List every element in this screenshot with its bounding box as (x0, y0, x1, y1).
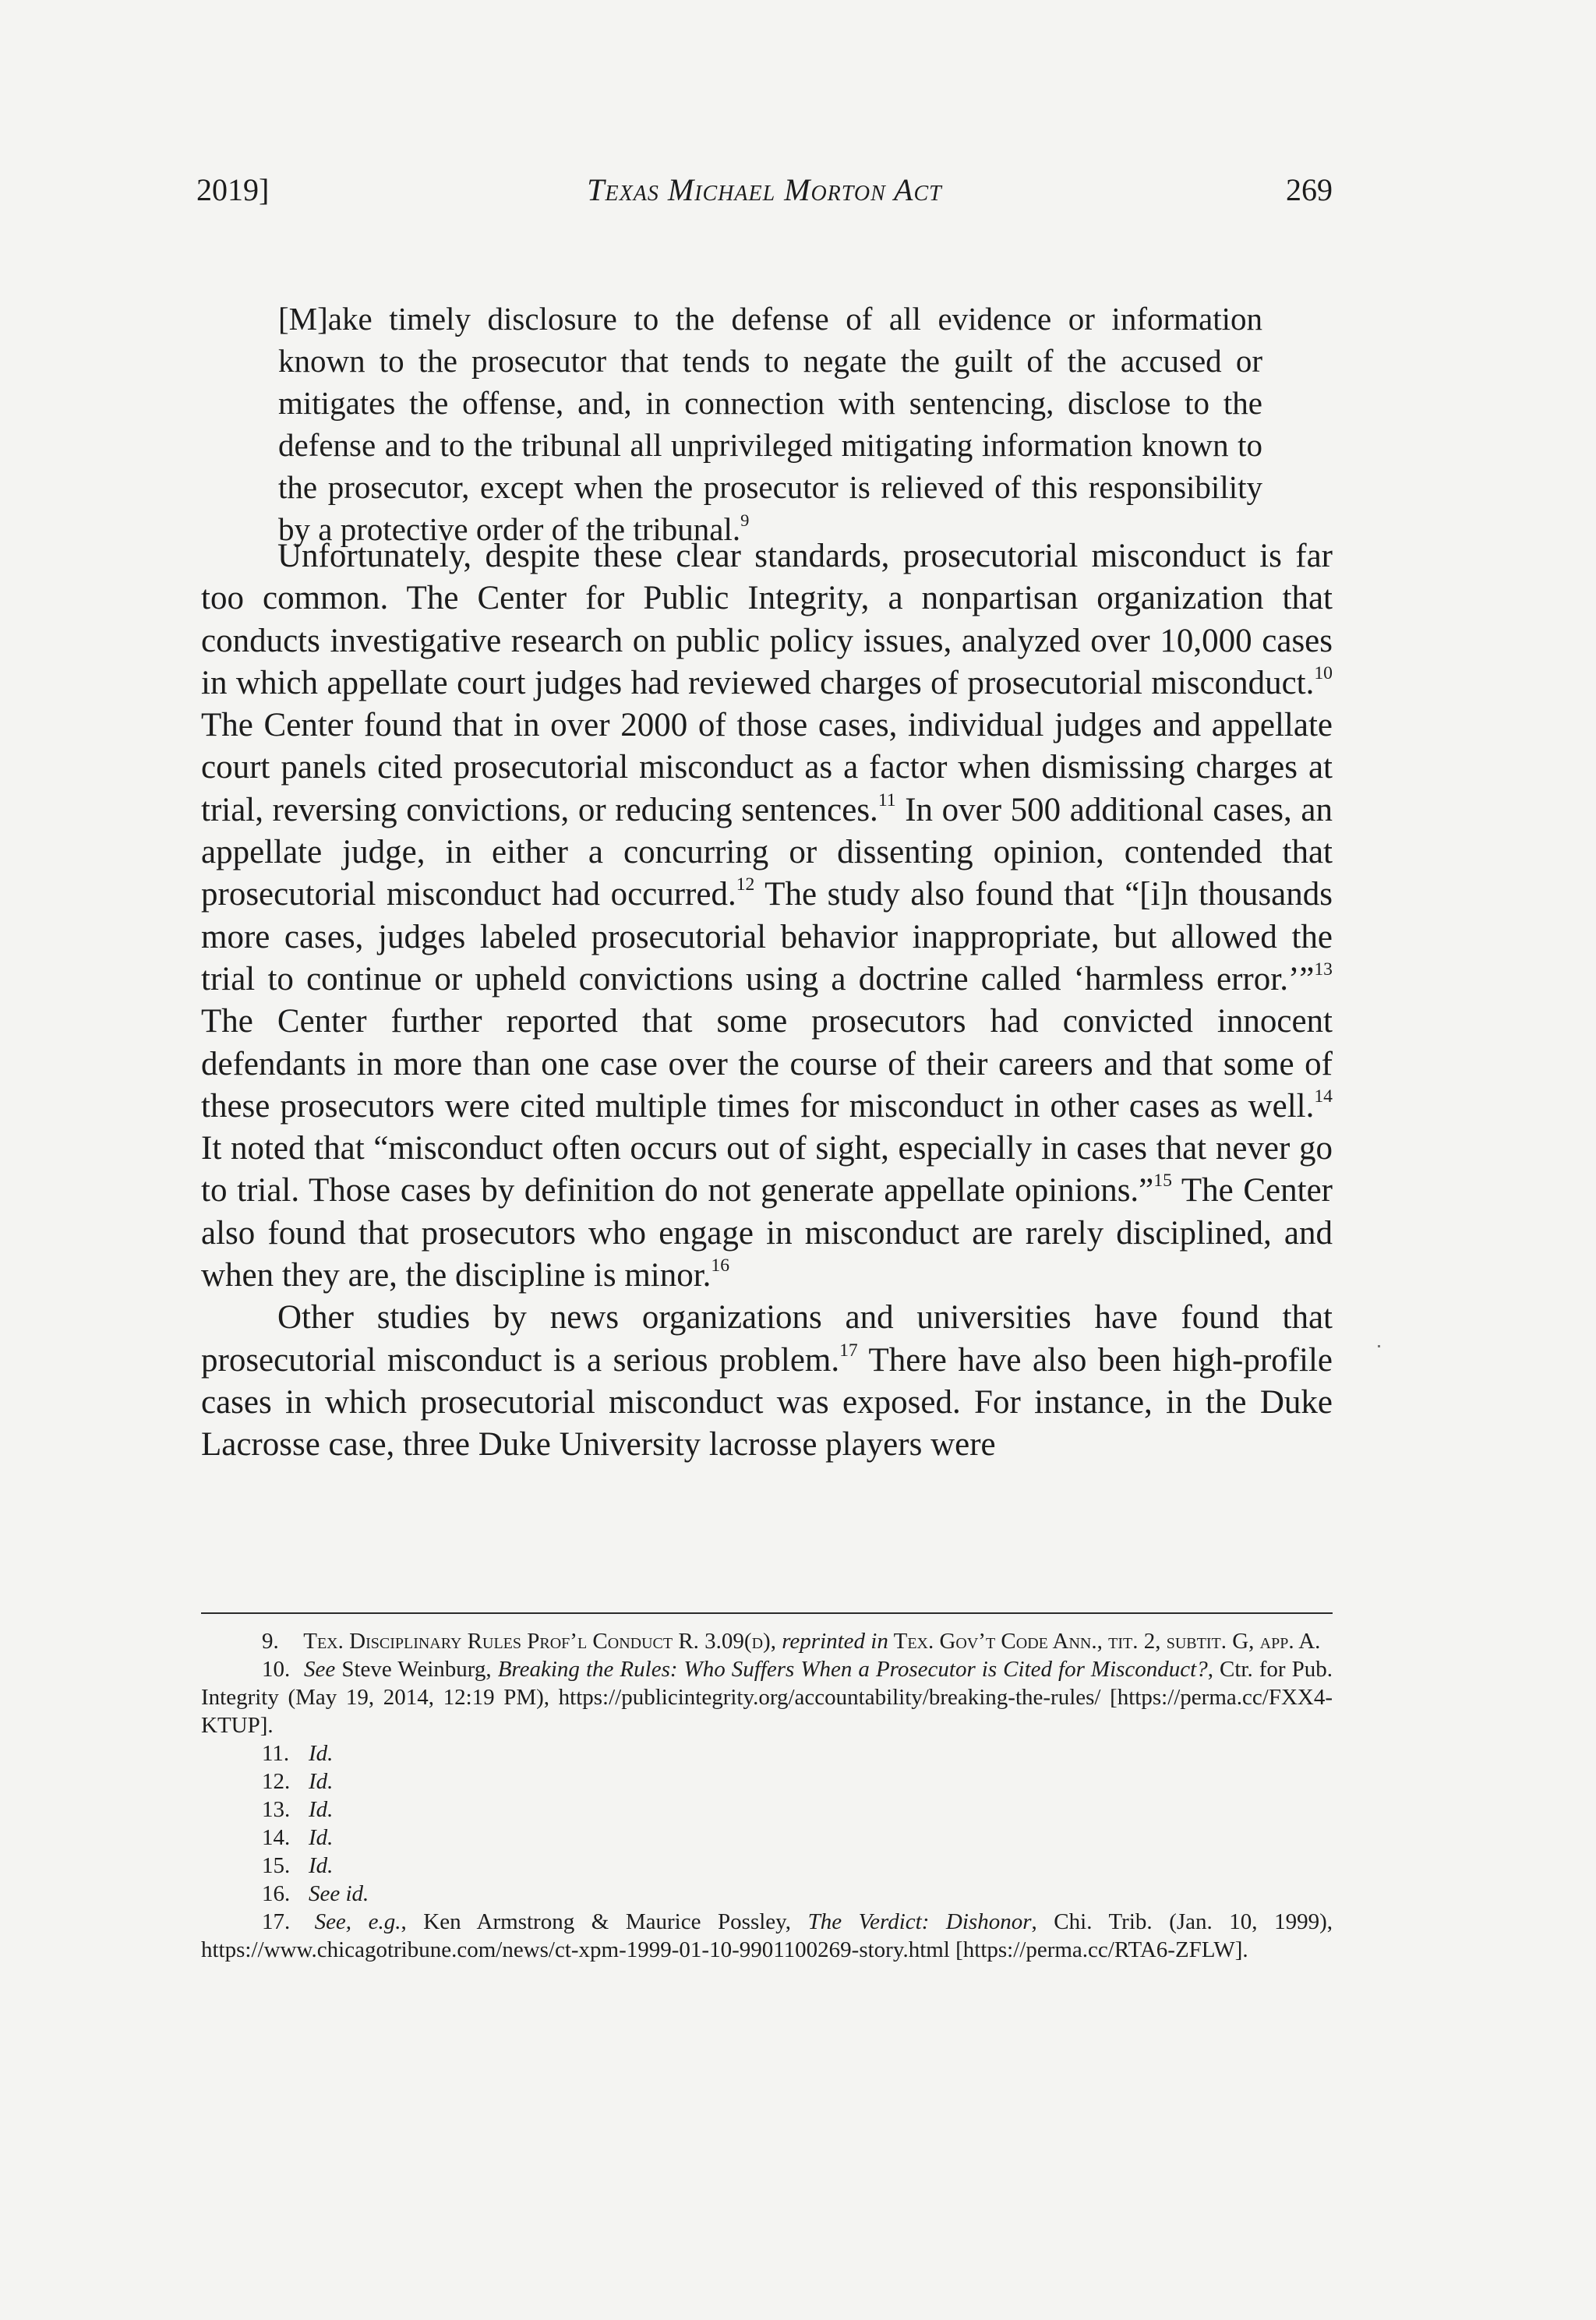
sentence: The Center also found that prosecutors who engage in misconduct are rarely disciplined, and when they are, the discipline is minor. (201, 1172, 1333, 1294)
footnote-text: , Ken Armstrong & Maurice Possley, (401, 1909, 808, 1934)
footnote-text[interactable]: , Ctr. for Pub. Integrity (May 19, 2014, 12:19 PM), https://publicintegrity.org/accountability/breaking-the-rules/ [https://perma.cc/FXX4-KTUP]. (201, 1657, 1333, 1738)
footnote-ref-14[interactable]: 14 (1314, 1086, 1333, 1107)
footnote-text: Id. (309, 1797, 334, 1822)
footnote-ref-10[interactable]: 10 (1314, 662, 1333, 683)
footnote-number: 13. (262, 1797, 291, 1822)
sentence: There have also been high-profile cases in which prosecutorial misconduct was exposed. For instance, in the Duke Lacrosse case, three Duke University lacrosse players were (201, 1341, 1333, 1464)
footnote-text: Id. (309, 1825, 334, 1850)
sentence: Unfortunately, despite these clear standards, prosecutorial misconduct is far too common. The Center for Public Integrity, a nonpartisan organization that conducts investigative research on public policy issues, analyzed over 10,000 cases in which appellate court judges had reviewed charges of prosecutorial misconduct. (201, 538, 1333, 701)
footnote-number: 12. (262, 1769, 291, 1794)
sentence: The Center found that in over 2000 of those cases, individual judges and appellate court panels cited prosecutorial misconduct as a factor when dismissing charges at trial, reversing convictions, or reducing sentences. (201, 707, 1333, 828)
footnote-9 (201, 1627, 1333, 1655)
page-number: 269 (1286, 172, 1333, 207)
footnote-divider (201, 1612, 1333, 1614)
footnote-13 (201, 1796, 1333, 1824)
scan-speck (1378, 1345, 1380, 1347)
footnote-text: Tex. Gov’t Code Ann., tit. 2, subtit. G, app. A. (888, 1629, 1321, 1654)
footnote-ref-11[interactable]: 11 (877, 789, 896, 810)
footnote-number: 17. (262, 1909, 291, 1934)
footnote-ref-9[interactable]: 9 (740, 510, 750, 530)
footnote-ref-15[interactable]: 15 (1153, 1171, 1172, 1192)
footnote-text: The Verdict: Dishonor (807, 1909, 1032, 1934)
footnote-text: Breaking the Rules: Who Suffers When a Prosecutor is Cited for Misconduct? (497, 1657, 1208, 1682)
footnote-text: Steve Weinburg, (335, 1657, 498, 1682)
footnote-11 (201, 1739, 1333, 1767)
footnote-text: Id. (309, 1769, 334, 1794)
body-text (201, 535, 1333, 1467)
footnote-number: 14. (262, 1825, 291, 1850)
footnote-ref-13[interactable]: 13 (1314, 959, 1333, 980)
footnote-text: reprinted in (782, 1629, 888, 1654)
sentence: The Center further reported that some prosecutors had convicted innocent defendants in more than one case over the course of their careers and that some of these prosecutors were cited multiple times for misconduct in other cases as well. (201, 1003, 1333, 1125)
footnote-16 (201, 1880, 1333, 1908)
header-title: Texas Michael Morton Act (587, 172, 942, 207)
footnote-10 (201, 1655, 1333, 1739)
sentence: The study also found that “[i]n thousands more cases, judges labeled prosecutorial behavior inappropriate, but allowed the trial to continue or upheld convictions using a doctrine called ‘harmless error.’” (201, 876, 1333, 998)
footnote-text: See (304, 1657, 336, 1682)
footnote-text[interactable]: , Chi. Trib. (Jan. 10, 1999), https://www.chicagotribune.com/news/ct-xpm-1999-01-10-9901100269-story.html [https://perma.cc/RTA6-ZFLW]. (201, 1909, 1333, 1962)
footnote-text: Id. (309, 1853, 334, 1878)
sentence: Other studies by news organizations and universities have found that prosecutorial misconduct is a serious problem. (201, 1299, 1333, 1379)
paragraph-1 (201, 535, 1333, 1297)
footnote-number: 11. (262, 1741, 290, 1766)
footnote-15 (201, 1852, 1333, 1880)
footnote-ref-17[interactable]: 17 (839, 1340, 858, 1361)
footnote-number: 15. (262, 1853, 291, 1878)
footnote-14 (201, 1824, 1333, 1852)
running-header (196, 171, 1333, 226)
footnote-text: Tex. Disciplinary Rules Prof’l Conduct R. 3.09(d), (303, 1629, 782, 1654)
footnote-17 (201, 1908, 1333, 1964)
footnote-text: See, e.g. (314, 1909, 401, 1934)
sentence: In over 500 additional cases, an appellate judge, in either a concurring or dissenting opinion, contended that prosecutorial misconduct had occurred. (201, 791, 1333, 913)
header-year: 2019] (196, 172, 270, 207)
block-quote (278, 298, 1262, 550)
footnote-12 (201, 1767, 1333, 1796)
block-quote-text: [M]ake timely disclosure to the defense of all evidence or information known to the prosecutor that tends to negate the guilt of the accused or mitigates the offense, and, in connection with sentencing, disclose to the defense and to the tribunal all unprivileged mitigating information known to the prosecutor, except when the prosecutor is relieved of this responsibility by a protective order of the tribunal. (278, 301, 1262, 547)
footnote-number: 9. (262, 1629, 279, 1654)
paragraph-2 (201, 1297, 1333, 1466)
footnote-text: See id. (309, 1881, 369, 1906)
sentence: It noted that “misconduct often occurs out of sight, especially in cases that never go to trial. Those cases by definition do not generate appellate opinions.” (201, 1130, 1333, 1209)
footnote-number: 16. (262, 1881, 291, 1906)
footnote-number: 10. (262, 1657, 291, 1682)
footnote-text: Id. (309, 1741, 334, 1766)
footnote-ref-16[interactable]: 16 (711, 1255, 730, 1277)
footnotes (201, 1627, 1333, 1964)
footnote-ref-12[interactable]: 12 (736, 874, 755, 895)
